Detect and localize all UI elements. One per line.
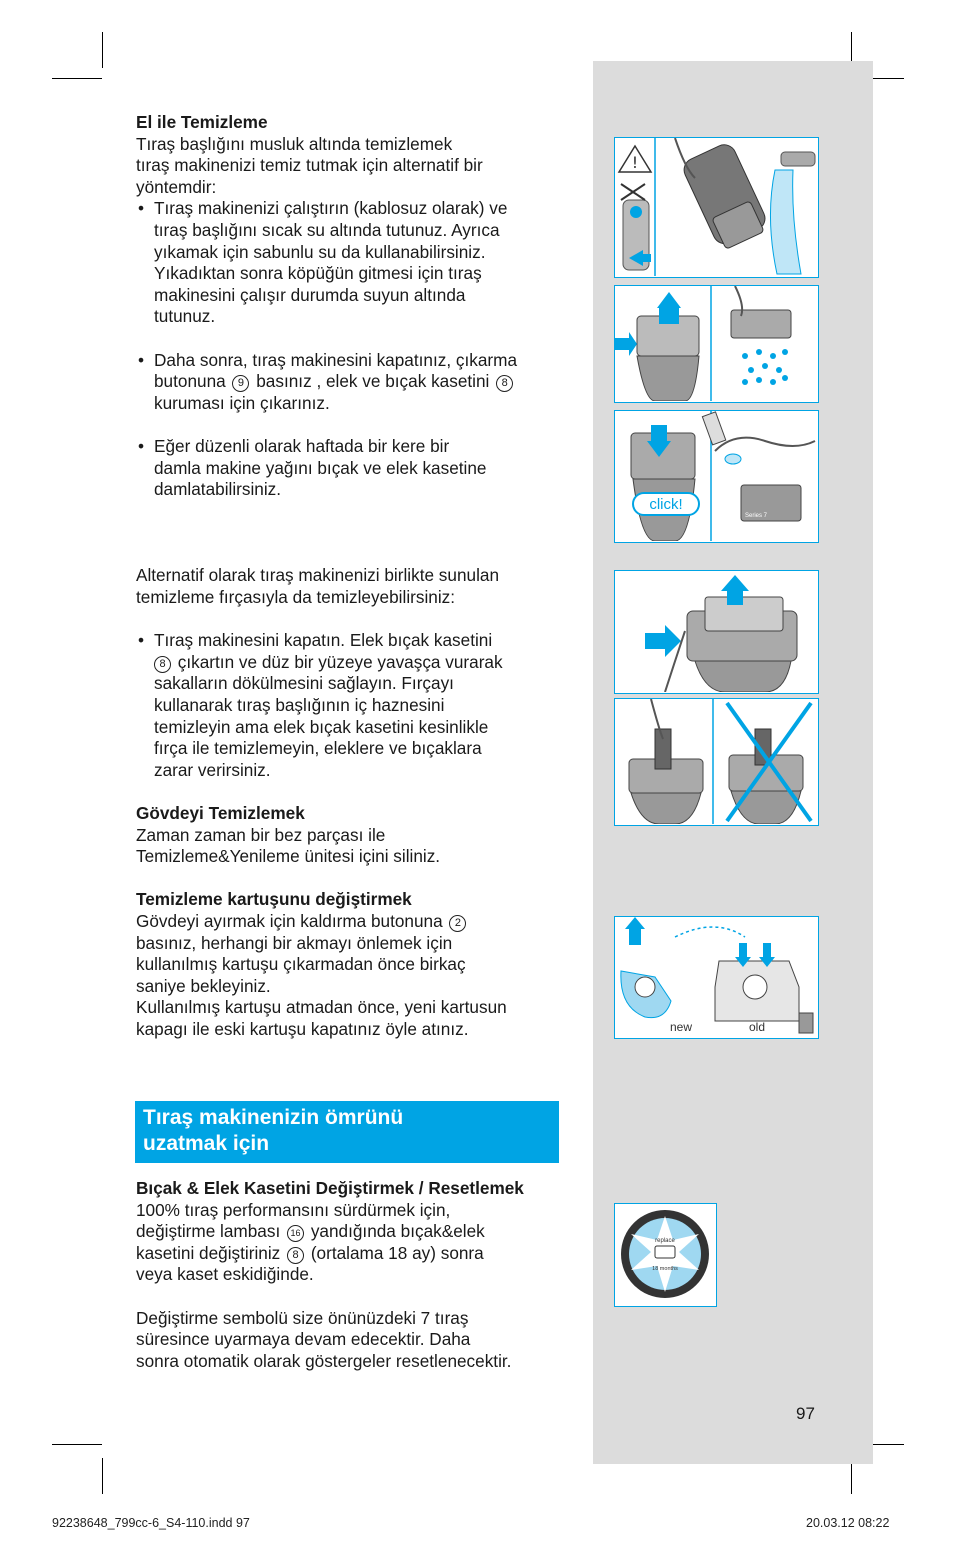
text-line: yöntemdir:: [136, 176, 217, 197]
text-line: temizleyin ama elek bıçak kasetini kesinlikle: [154, 716, 489, 737]
text-line: tıraş başlığını sıcak su altında tutunuz. Ayrıca: [154, 219, 500, 240]
text-line: [136, 911, 566, 933]
heading-body-cleaning: Gövdeyi Temizlemek: [136, 803, 305, 823]
figure-remove-cassette: [614, 285, 819, 403]
text-line: [136, 1221, 566, 1243]
text-line: süresince uyarmaya devam edecektir. Daha: [136, 1329, 471, 1350]
crop-mark: [102, 1458, 103, 1494]
text-line: • Daha sonra, tıraş makinesini kapatınız, çıkarma: [154, 349, 518, 370]
banner-line: uzatmak için: [143, 1132, 270, 1155]
bullet-item: [136, 350, 566, 415]
text-line: saniye bekleyiniz.: [136, 975, 271, 996]
main-text-column: [136, 112, 566, 1041]
old-label: old: [748, 1020, 766, 1034]
lower-text-column: [136, 1178, 566, 1372]
crop-mark: [102, 32, 103, 68]
brush-illustration: [615, 699, 817, 824]
text-fragment: butonuna: [154, 371, 226, 392]
ref-number-badge: 8: [496, 375, 513, 392]
figure-cartridge-change: [614, 916, 819, 1039]
text-line: • Tıraş makinesini kapatın. Elek bıçak kasetini: [154, 630, 493, 651]
text-line: Tıraş başlığını musluk altında temizlemek: [136, 133, 453, 154]
text-fragment: çıkartın ve düz bir yüzeye yavaşça vurarak: [177, 651, 503, 672]
text-line: 100% tıraş performansını sürdürmek için,: [136, 1199, 451, 1220]
text-line: Kullanılmış kartuşu atmadan önce, yeni kartusun: [136, 997, 507, 1018]
text-line: kullanarak tıraş başlığının iç haznesini: [154, 695, 445, 716]
text-line: temizleme fırçasıyla da temizleyebilirsiniz:: [136, 587, 456, 608]
svg-text:!: !: [631, 153, 639, 172]
heading-manual-cleaning: El ile Temizleme: [136, 112, 268, 132]
page-number: 97: [796, 1404, 815, 1423]
series-label: Series 7: [745, 513, 768, 519]
bullet-item: [136, 630, 566, 781]
text-fragment: yandığında bıçak&elek: [310, 1221, 485, 1242]
footer-file-info: 92238648_799cc-6_S4-110.indd 97: [52, 1516, 250, 1530]
heading-cartridge-change: Temizleme kartuşunu değiştirmek: [136, 889, 412, 910]
text-fragment: kasetini değiştiriniz: [136, 1242, 281, 1263]
text-line: veya kaset eskidiğinde.: [136, 1264, 314, 1285]
text-line: basınız, herhangi bir akmayı önlemek için: [136, 932, 453, 953]
new-label: new: [669, 1020, 693, 1034]
badge-top-text: replace: [655, 1238, 675, 1244]
text-line: Alternatif olarak tıraş makinenizi birlikte sunulan: [136, 565, 500, 586]
text-line: • Tıraş makinenizi çalıştırın (kablosuz olarak) ve: [154, 198, 508, 219]
ref-number-badge: 8: [287, 1247, 304, 1264]
cartridge-illustration: [615, 917, 817, 1037]
bullet-item: [136, 198, 566, 328]
text-line: fırça ile temizlemeyin, eleklere ve bıçaklara: [154, 738, 482, 759]
remove-cassette-illustration-2: [615, 571, 817, 692]
text-line: sakalların dökülmesini sağlayın. Fırçayı: [154, 673, 454, 694]
text-line: tutunuz.: [154, 306, 216, 327]
figure-remove-cassette-brush: [614, 570, 819, 694]
figure-brush-cleaning: [614, 698, 819, 826]
figure-oil-and-reinsert: [614, 410, 819, 543]
text-line: Temizleme&Yenileme ünitesi içini siliniz.: [136, 846, 441, 867]
heading-replace-reset: Bıçak & Elek Kasetini Değiştirmek / Resetlemek: [136, 1178, 524, 1198]
oil-illustration: [615, 411, 817, 541]
text-line: makinesini çalışır durumda suyun altında: [154, 284, 466, 305]
text-fragment: (ortalama 18 ay) sonra: [310, 1242, 484, 1263]
text-line: Zaman zaman bir bez parçası ile: [136, 824, 386, 845]
text-line: [154, 652, 566, 674]
text-line: kapagı ile eski kartuşu kapatınız öyle atınız.: [136, 1018, 469, 1039]
ref-number-badge: 8: [154, 656, 171, 673]
click-label: click!: [649, 496, 683, 513]
remove-cassette-illustration: [615, 286, 817, 401]
ref-number-badge: 2: [449, 915, 466, 932]
rinse-illustration: [615, 138, 817, 276]
bullet-item: [136, 436, 566, 501]
crop-mark: [52, 78, 102, 79]
badge-bottom-text: 18 months: [652, 1266, 678, 1272]
text-line: sonra otomatik olarak göstergeler resetlenecektir.: [136, 1350, 512, 1371]
text-line: Değiştirme sembolü size önünüzdeki 7 tıraş: [136, 1307, 469, 1328]
crop-mark: [52, 1444, 102, 1445]
text-line: tıraş makinenizi temiz tutmak için alternatif bir: [136, 155, 483, 176]
ref-number-badge: 16: [287, 1225, 304, 1242]
banner-line: Tıraş makinenizin ömrünü: [143, 1106, 404, 1129]
figure-rinse-under-tap: [614, 137, 819, 278]
text-fragment: basınız , elek ve bıçak kasetini: [256, 371, 490, 392]
text-line: • Eğer düzenli olarak haftada bir kere bir: [154, 435, 450, 456]
text-line: zarar verirsiniz.: [154, 759, 271, 780]
text-line: [136, 1243, 566, 1265]
text-line: kuruması için çıkarınız.: [154, 392, 330, 413]
figure-replace-indicator: [614, 1203, 717, 1307]
replace-indicator-illustration: [615, 1204, 715, 1305]
ref-number-badge: 9: [232, 375, 249, 392]
text-line: [154, 371, 566, 393]
text-line: yıkamak için sabunlu su da kullanabilirsiniz.: [154, 241, 486, 262]
text-line: damla makine yağını bıçak ve elek kasetine: [154, 457, 487, 478]
text-fragment: değiştirme lambası: [136, 1221, 281, 1242]
text-fragment: Gövdeyi ayırmak için kaldırma butonuna: [136, 910, 443, 931]
text-line: kullanılmış kartuşu çıkarmadan önce birkaç: [136, 954, 466, 975]
text-line: damlatabilirsiniz.: [154, 479, 282, 500]
footer-timestamp: 20.03.12 08:22: [806, 1516, 890, 1530]
section-banner: [135, 1101, 559, 1163]
text-line: Yıkadıktan sonra köpüğün gitmesi için tıraş: [154, 263, 482, 284]
